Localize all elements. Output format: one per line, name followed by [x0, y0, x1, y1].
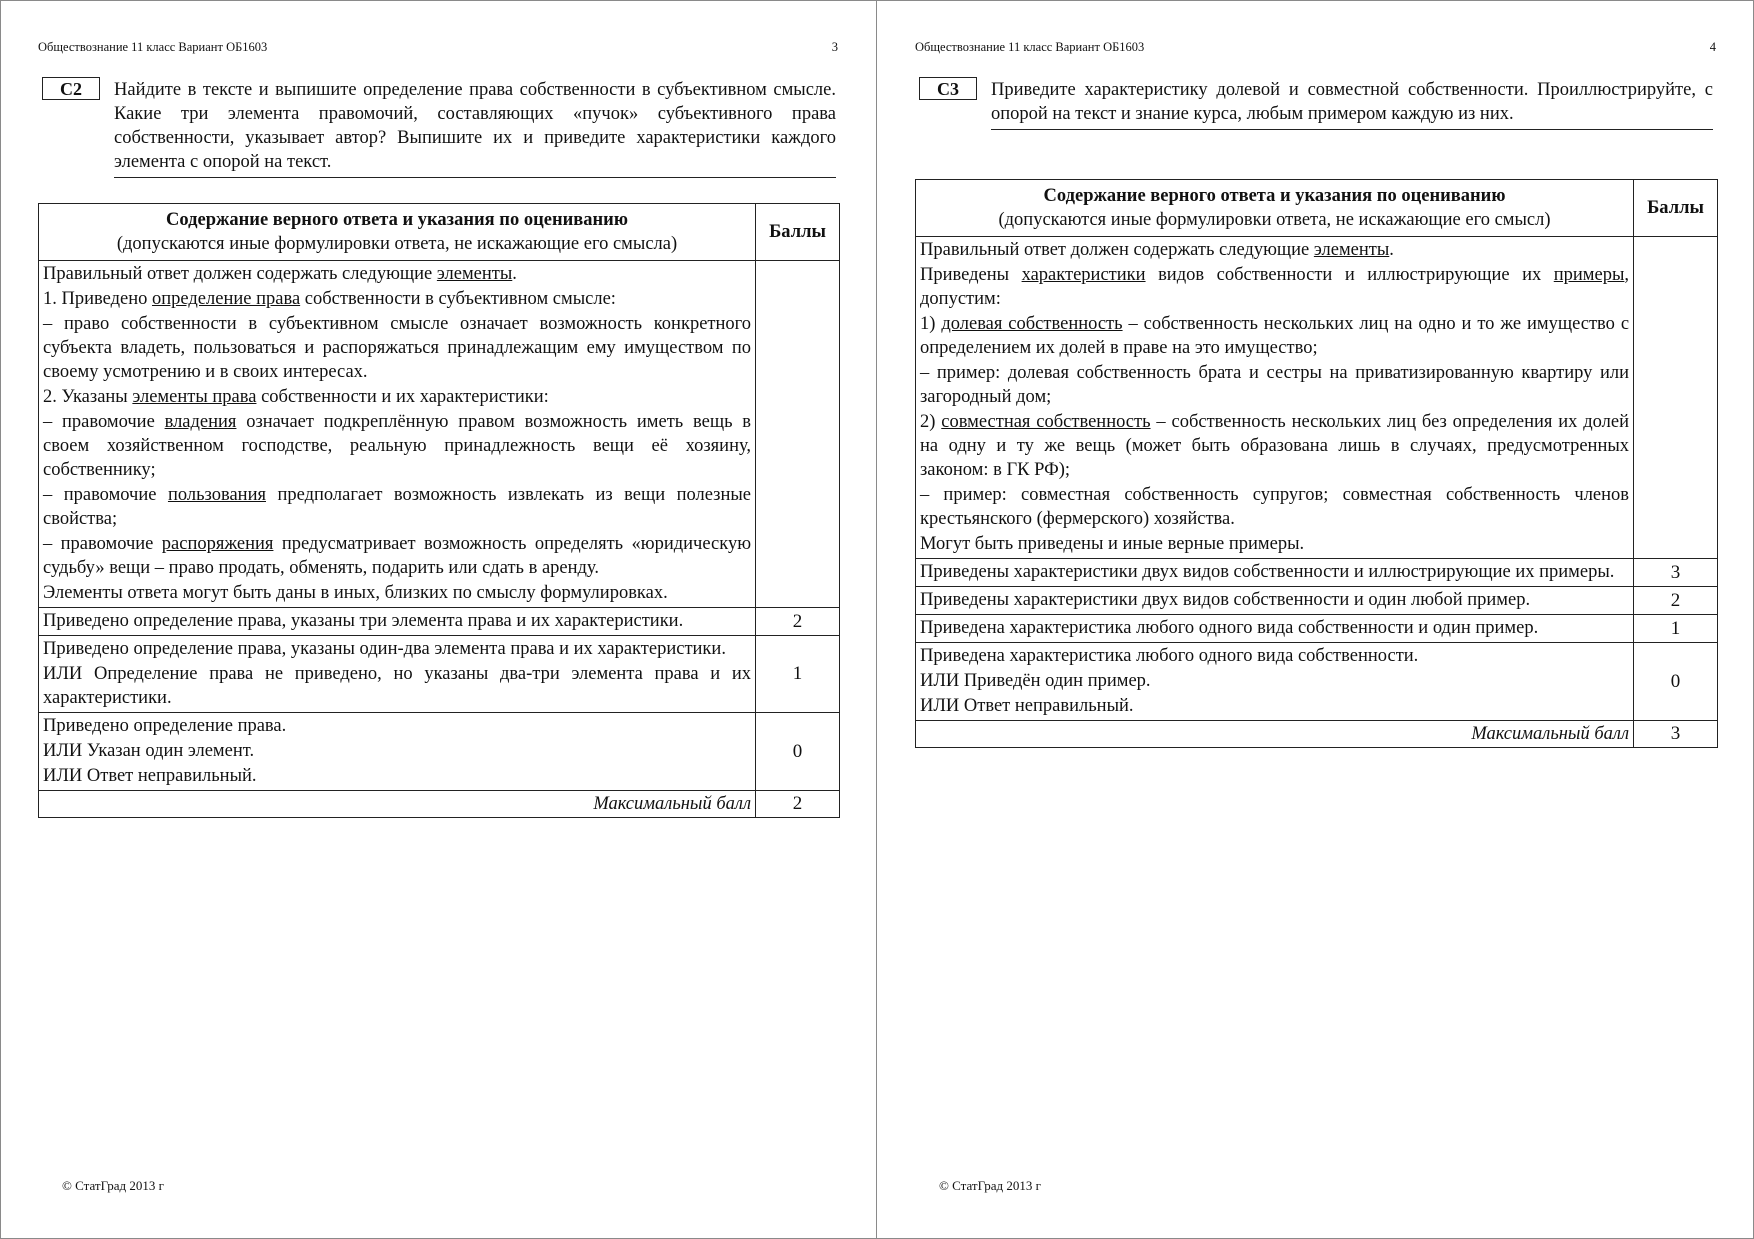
header-subject: Обществознание 11 класс Вариант ОБ1603	[915, 40, 1145, 54]
answer-line: – пример: совместная собственность супругов; совместная собственность членов крестьянского (фермерского) хозяйства.	[920, 485, 1630, 529]
text-run: собственности в субъективном смысле:	[300, 289, 616, 309]
underlined-term: долевая собственность	[941, 314, 1123, 334]
answer-line	[920, 263, 1629, 311]
criterion-line: ИЛИ Приведён один пример.	[920, 671, 1151, 691]
criteria-header-note: (допускаются иные формулировки ответа, не искажающие его смысл)	[998, 210, 1551, 230]
answer-line: Элементы ответа могут быть даны в иных, близких по смыслу формулировках.	[43, 583, 668, 603]
max-score-value: 2	[756, 791, 840, 818]
score-value: 1	[1634, 615, 1718, 643]
scoring-criterion	[39, 636, 756, 713]
criterion-line: Приведены характеристики двух видов собственности и один любой пример.	[920, 590, 1531, 610]
answer-line	[43, 410, 751, 482]
page-number: 3	[831, 40, 838, 54]
running-header	[915, 40, 1716, 55]
task-text: Найдите в тексте и выпишите определение права собственности в субъективном смысле. Какие три элемента правомочий, составляющих «пучок» субъективного права собственности, указывает автор? Выпишите их и приведите характеристики каждого элемента с опорой на текст.	[114, 78, 836, 178]
scoring-criterion	[916, 559, 1634, 587]
scoring-row	[916, 615, 1718, 643]
max-score-label: Максимальный балл	[916, 721, 1634, 748]
text-run: предполагает возможность извлекать из вещи полезные свойства;	[43, 485, 752, 529]
scoring-criterion	[39, 713, 756, 791]
criterion-line: ИЛИ Определение права не приведено, но указаны два-три элемента права и их характеристики.	[43, 664, 752, 708]
answer-line: – право собственности в субъективном смысле означает возможность конкретного субъекта владеть, пользоваться и распоряжаться принадлежащим ему имуществом по своему усмотрению и в своих интересах.	[43, 314, 752, 382]
underlined-term: пользования	[167, 485, 266, 505]
scoring-row	[916, 587, 1718, 615]
criterion-line: Приведена характеристика любого одного вида собственности и один пример.	[920, 618, 1539, 638]
scoring-table	[915, 179, 1718, 748]
score-value: 2	[1634, 587, 1718, 615]
criterion-line: ИЛИ Ответ неправильный.	[920, 696, 1134, 716]
criterion-line: Приведены характеристики двух видов собственности и иллюстрирующие их примеры.	[920, 562, 1615, 582]
underlined-term: характеристики	[1021, 265, 1146, 285]
answer-line	[43, 287, 751, 311]
underlined-term: распоряжения	[161, 534, 274, 554]
scoring-row	[916, 643, 1718, 721]
text-run: 1. Приведено	[43, 289, 153, 309]
score-value: 2	[756, 608, 840, 636]
scoring-row	[916, 559, 1718, 587]
max-score-row	[39, 791, 840, 818]
criterion-line: Приведена характеристика любого одного вида собственности.	[920, 646, 1419, 666]
empty-points-cell	[1634, 237, 1718, 559]
task-id-badge: C3	[919, 77, 977, 100]
underlined-term: элементы	[436, 264, 513, 284]
text-run: – правомочие	[43, 534, 162, 554]
criteria-header	[39, 204, 756, 261]
scoring-row	[39, 636, 840, 713]
max-score-row	[916, 721, 1718, 748]
text-run: – собственность нескольких лиц без определения их долей на одну и ту же вещь (может быть образована лишь в случаях, предусмотренных законом: в ГК РФ);	[920, 412, 1630, 480]
criterion-line: ИЛИ Указан один элемент.	[43, 741, 255, 761]
task-id-badge: C2	[42, 77, 100, 100]
text-run: означает подкреплённую правом возможность иметь вещь в своем хозяйственном господстве, реальную принадлежность вещи её хозяину, собственнику;	[43, 412, 752, 480]
criterion-line: Приведено определение права, указаны один-два элемента права и их характеристики.	[43, 639, 726, 659]
text-run: – правомочие	[43, 485, 168, 505]
underlined-term: определение права	[152, 289, 301, 309]
answer-content-row	[916, 237, 1718, 559]
score-value: 3	[1634, 559, 1718, 587]
underlined-term: элементы	[1313, 240, 1390, 260]
points-header: Баллы	[1634, 180, 1718, 237]
score-value: 1	[756, 636, 840, 713]
points-header: Баллы	[756, 204, 840, 261]
text-run: 2. Указаны	[43, 387, 133, 407]
copyright: © СтатГрад 2013 г	[939, 1178, 1041, 1193]
answer-line	[920, 312, 1629, 360]
criteria-header-title: Содержание верного ответа и указания по оцениванию	[166, 210, 628, 230]
underlined-term: примеры	[1553, 265, 1625, 285]
answer-content	[39, 261, 756, 608]
scoring-row	[39, 713, 840, 791]
task-text: Приведите характеристику долевой и совместной собственности. Проиллюстрируйте, с опорой на текст и знание курса, любым примером каждую из них.	[991, 78, 1713, 130]
score-value: 0	[756, 713, 840, 791]
answer-content-row	[39, 261, 840, 608]
scoring-criterion	[916, 615, 1634, 643]
text-run: видов собственности и иллюстрирующие их	[1145, 265, 1554, 285]
running-header	[38, 40, 838, 55]
criterion-line: Приведено определение права, указаны три элемента права и их характеристики.	[43, 611, 684, 631]
answer-line	[43, 532, 751, 580]
scoring-row	[39, 608, 840, 636]
score-value: 0	[1634, 643, 1718, 721]
answer-line	[43, 385, 751, 409]
scoring-criterion	[916, 643, 1634, 721]
text-run: .	[1389, 240, 1394, 260]
page-number: 4	[1709, 40, 1716, 54]
answer-content	[916, 237, 1634, 559]
text-run: Правильный ответ должен содержать следующие	[43, 264, 437, 284]
max-score-value: 3	[1634, 721, 1718, 748]
scoring-table	[38, 203, 840, 818]
empty-points-cell	[756, 261, 840, 608]
answer-line: Могут быть приведены и иные верные примеры.	[920, 534, 1305, 554]
answer-line	[43, 262, 751, 286]
answer-line: – пример: долевая собственность брата и сестры на приватизированную квартиру или загородный дом;	[920, 363, 1630, 407]
criteria-header-note: (допускаются иные формулировки ответа, не искажающие его смысла)	[116, 234, 678, 254]
text-run: собственности и их характеристики:	[256, 387, 549, 407]
criteria-header	[916, 180, 1634, 237]
text-run: Приведены	[920, 265, 1022, 285]
text-run: Правильный ответ должен содержать следующие	[920, 240, 1314, 260]
criterion-line: ИЛИ Ответ неправильный.	[43, 766, 257, 786]
table-header-row	[39, 204, 840, 261]
table-header-row	[916, 180, 1718, 237]
criterion-line: Приведено определение права.	[43, 716, 287, 736]
answer-line	[920, 410, 1629, 482]
text-run: .	[512, 264, 517, 284]
max-score-label: Максимальный балл	[39, 791, 756, 818]
underlined-term: элементы права	[132, 387, 257, 407]
header-subject: Обществознание 11 класс Вариант ОБ1603	[38, 40, 268, 54]
answer-line	[920, 238, 1629, 262]
underlined-term: владения	[164, 412, 237, 432]
page-left	[0, 0, 876, 1239]
text-run: 2)	[920, 412, 942, 432]
text-run: предусматривает возможность определять «юридическую судьбу» вещи – право продать, обменять, подарить или сдать в аренду.	[43, 534, 752, 578]
text-run: 1)	[920, 314, 942, 334]
text-run: – собственность нескольких лиц на одно и то же имущество с определением их долей в праве на это имущество;	[920, 314, 1630, 358]
scoring-criterion	[39, 608, 756, 636]
text-run: – правомочие	[43, 412, 165, 432]
page-right	[877, 0, 1754, 1239]
underlined-term: совместная собственность	[941, 412, 1151, 432]
copyright: © СтатГрад 2013 г	[62, 1178, 164, 1193]
scoring-criterion	[916, 587, 1634, 615]
criteria-header-title: Содержание верного ответа и указания по оцениванию	[1043, 186, 1506, 206]
text-run: , допустим:	[920, 265, 1630, 309]
answer-line	[43, 483, 751, 531]
